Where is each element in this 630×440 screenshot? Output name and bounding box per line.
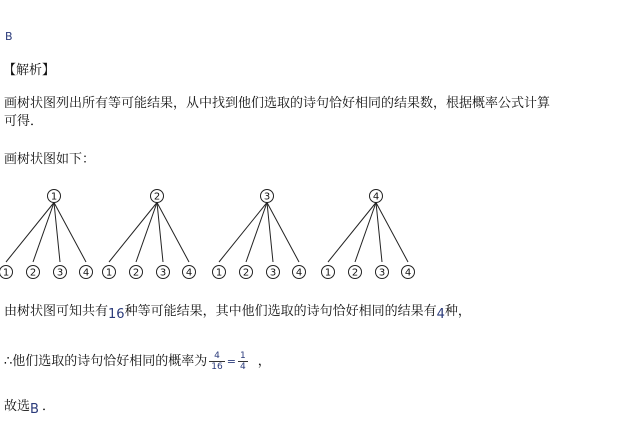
tree-root-node-3 bbox=[261, 190, 274, 203]
probability-prefix: ∴他们选取的诗句恰好相同的概率为 bbox=[4, 354, 208, 369]
probability-line bbox=[4, 351, 271, 372]
analysis-line-2: 可得． bbox=[4, 114, 44, 129]
tree-branch bbox=[219, 203, 267, 263]
svg-text:1: 1 bbox=[324, 267, 332, 279]
tree-root-node-1 bbox=[48, 190, 61, 203]
svg-text:2: 2 bbox=[29, 267, 37, 279]
svg-text:3: 3 bbox=[159, 267, 167, 279]
svg-text:4: 4 bbox=[185, 267, 193, 279]
tree-leaf-node-3-4 bbox=[293, 266, 306, 279]
fraction-1-denominator: 16 bbox=[211, 362, 223, 372]
final-prefix: 故选 bbox=[4, 399, 31, 414]
svg-text:2: 2 bbox=[153, 191, 161, 203]
analysis-heading: 【解析】 bbox=[3, 63, 56, 78]
equals-sign: = bbox=[226, 355, 236, 368]
tree-leaf-node-1-1 bbox=[0, 266, 13, 279]
analysis-line-1: 画树状图列出所有等可能结果，从中找到他们选取的诗句恰好相同的结果数，根据概率公式计算 bbox=[4, 96, 551, 111]
fraction-4-16 bbox=[209, 351, 224, 372]
tree-branch bbox=[328, 203, 376, 263]
fraction-1-4 bbox=[238, 351, 248, 372]
svg-text:4: 4 bbox=[82, 267, 90, 279]
tree-leaf-node-3-3 bbox=[267, 266, 280, 279]
conclusion-line bbox=[4, 304, 471, 320]
svg-text:3: 3 bbox=[269, 267, 277, 279]
conclusion-suffix: 种， bbox=[444, 304, 471, 319]
tree-branch bbox=[33, 203, 54, 263]
tree-intro: 画树状图如下： bbox=[4, 152, 96, 167]
total-outcomes: 16 bbox=[108, 307, 125, 322]
conclusion-middle: 种等可能结果，其中他们选取的诗句恰好相同的结果有 bbox=[124, 304, 437, 319]
svg-text:3: 3 bbox=[56, 267, 64, 279]
tree-leaf-node-4-3 bbox=[376, 266, 389, 279]
final-suffix: ． bbox=[41, 399, 55, 414]
favorable-outcomes: 4 bbox=[436, 307, 445, 322]
final-choice: B bbox=[30, 402, 39, 417]
final-answer-line bbox=[4, 399, 55, 415]
tree-leaf-node-3-2 bbox=[240, 266, 253, 279]
fraction-2-numerator: 1 bbox=[239, 351, 246, 361]
tree-leaf-node-4-1 bbox=[322, 266, 335, 279]
tree-branch bbox=[246, 203, 267, 263]
svg-text:4: 4 bbox=[372, 191, 380, 203]
fraction-1-numerator: 4 bbox=[209, 351, 224, 362]
tree-branch bbox=[136, 203, 157, 263]
svg-text:1: 1 bbox=[215, 267, 223, 279]
tree-leaf-node-4-2 bbox=[349, 266, 362, 279]
tree-leaf-node-1-3 bbox=[54, 266, 67, 279]
tree-leaf-node-2-2 bbox=[130, 266, 143, 279]
tree-root-node-2 bbox=[151, 190, 164, 203]
svg-text:2: 2 bbox=[351, 267, 359, 279]
tree-leaf-node-2-3 bbox=[157, 266, 170, 279]
svg-text:3: 3 bbox=[263, 191, 271, 203]
tree-branch bbox=[6, 203, 54, 263]
tree-leaf-node-3-1 bbox=[213, 266, 226, 279]
tree-leaf-node-4-4 bbox=[402, 266, 415, 279]
tree-leaf-node-2-4 bbox=[183, 266, 196, 279]
tree-root-node-4 bbox=[370, 190, 383, 203]
svg-text:4: 4 bbox=[295, 267, 303, 279]
svg-text:2: 2 bbox=[242, 267, 250, 279]
conclusion-prefix: 由树状图可知共有 bbox=[4, 304, 109, 319]
svg-text:3: 3 bbox=[378, 267, 386, 279]
svg-text:1: 1 bbox=[2, 267, 10, 279]
tree-branch bbox=[355, 203, 376, 263]
fraction-2-denominator: 4 bbox=[239, 362, 246, 372]
svg-text:4: 4 bbox=[404, 267, 412, 279]
svg-text:1: 1 bbox=[50, 191, 58, 203]
probability-suffix: ， bbox=[257, 354, 271, 369]
svg-text:2: 2 bbox=[132, 267, 140, 279]
tree-leaf-node-2-1 bbox=[103, 266, 116, 279]
tree-leaf-node-1-2 bbox=[27, 266, 40, 279]
tree-leaf-node-1-4 bbox=[80, 266, 93, 279]
svg-text:1: 1 bbox=[105, 267, 113, 279]
answer-label: B bbox=[5, 30, 13, 43]
tree-branch bbox=[109, 203, 157, 263]
